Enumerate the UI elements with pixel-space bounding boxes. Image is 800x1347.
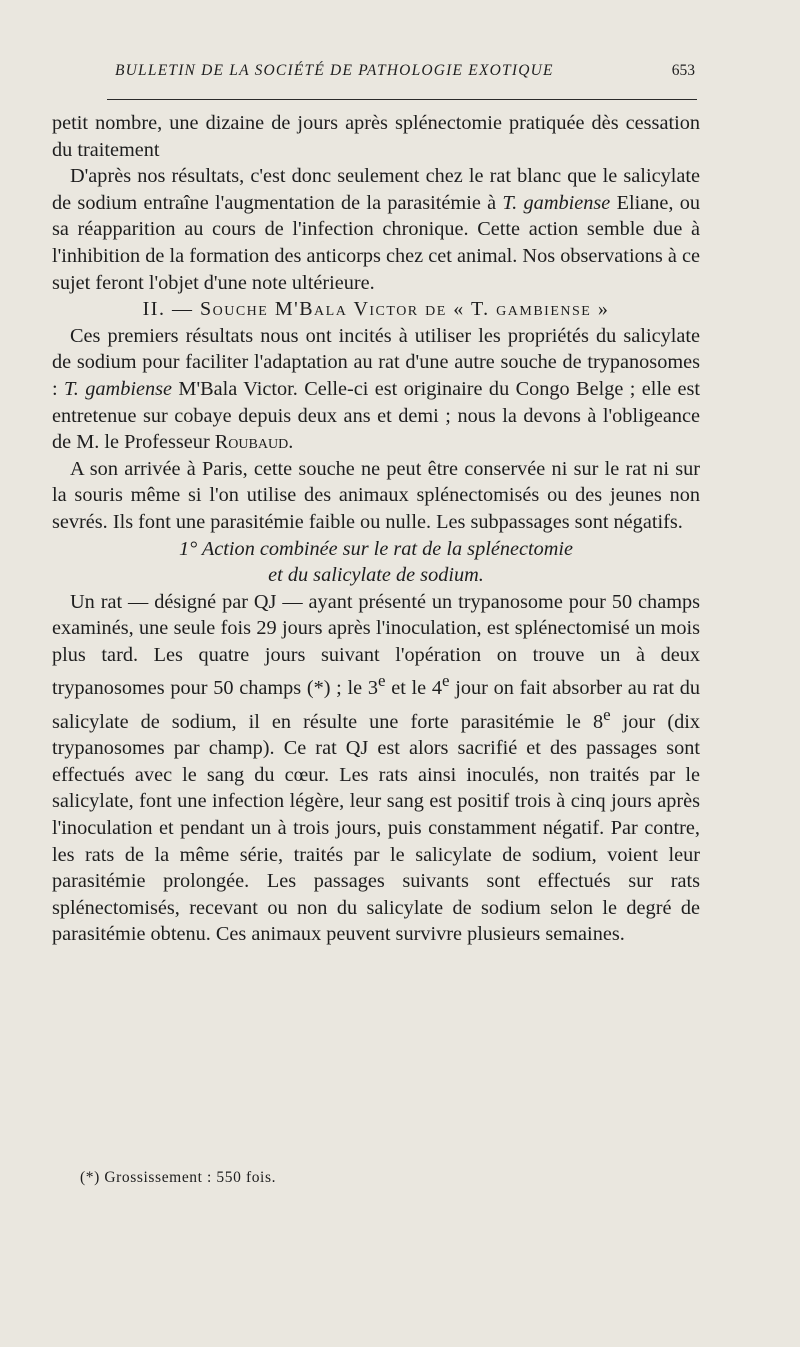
page-number: 653	[671, 62, 695, 79]
paragraph-4: A son arrivée à Paris, cette souche ne peut être conservée ni sur le rat ni sur la souris même si l'on utilise des animaux splénectomisés ou des jeunes non sevrés. Ils font une parasitémie faible ou nulle. Les subpassages sont négatifs.	[52, 457, 700, 533]
journal-title: BULLETIN DE LA SOCIÉTÉ DE PATHOLOGIE EXOTIQUE	[115, 62, 554, 79]
paragraph-5: Un rat — désigné par QJ — ayant présenté un trypanosome pour 50 champs examinés, une seule fois 29 jours après l'inoculation, est splénectomisé un mois plus tard. Les quatre jours suivant l'opération on trouve un à deux trypanosomes pour 50 champs (*) ; le 3e et le 4e jour on fait absorber au rat du salicylate de sodium, il en résulte une forte parasitémie le 8e jour (dix trypanosomes par champ). Ce rat QJ est alors sacrifié et des passages sont effectués avec le sang du cœur. Les rats ainsi inoculés, non traités par le salicylate, font une infection légère, leur sang est positif trois à cinq jours après l'inoculation et pendant un à trois jours, puis constamment négatif. Par contre, les rats de la même série, traités par le salicylate de sodium, voient leur parasitémie prolongée. Les passages suivants sont effectués sur rats splénectomisés, recevant ou non du salicylate de sodium selon le degré de parasitémie obtenu. Ces animaux peuvent survivre plusieurs semaines.	[52, 590, 701, 946]
running-header	[115, 62, 695, 80]
paragraph-1: petit nombre, une dizaine de jours après splénectomie pratiquée dès cessation du traitement	[52, 112, 700, 161]
body-text	[52, 110, 700, 948]
footnote: (*) Grossissement : 550 fois.	[80, 1169, 277, 1186]
paragraph-3: Ces premiers résultats nous ont incités à utiliser les propriétés du salicylate de sodium pour faciliter l'adaptation au rat d'une autre souche de trypanosomes : T. gambiense M'Bala Victor. Celle-ci est originaire du Congo Belge ; elle est entretenue sur cobaye depuis deux ans et demi ; nous la devons à l'obligeance de M. le Professeur Roubaud.	[52, 324, 700, 454]
section-title: II. — Souche M'Bala Victor de « T. gambiense »	[142, 298, 610, 321]
paragraph-2: D'après nos résultats, c'est donc seulement chez le rat blanc que le salicylate de sodium entraîne l'augmentation de la parasitémie à T. gambiense Eliane, ou sa réapparition au cours de l'infection chronique. Cette action semble due à l'inhibition de la formation des anticorps chez cet animal. Nos observations à ce sujet feront l'objet d'une note ultérieure.	[52, 165, 701, 294]
subsection-heading: 1° Action combinée sur le rat de la splénectomie et du salicylate de sodium.	[178, 537, 574, 587]
header-rule	[107, 99, 697, 100]
